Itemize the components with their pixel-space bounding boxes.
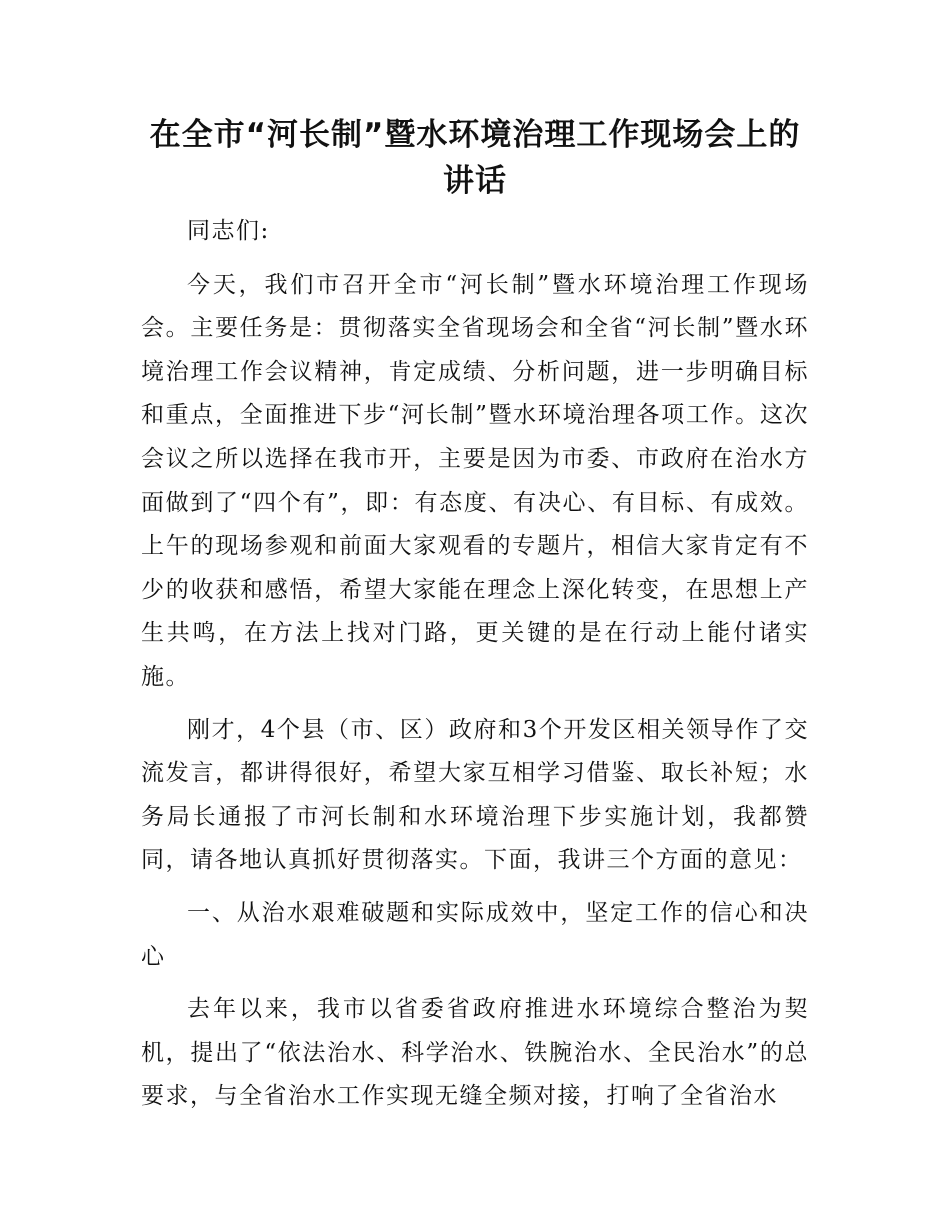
salutation: 同志们: [187,218,270,244]
paragraph-exchange: 刚才，4个县（市、区）政府和3个开发区相关领导作了交流发言，都讲得很好，希望大家互相学习借鉴、取长补短；水务局长通报了市河长制和水环境治理下步实施计划，我都赞同，请各地认真抓好贯彻落实。下面，我讲三个方面的意见： [141,716,809,874]
paragraph-opening: 今天，我们市召开全市“河长制”暨水环境治理工作现场会。主要任务是：贯彻落实全省现场会和全省“河长制”暨水环境治理工作会议精神，肯定成绩、分析问题，进一步明确目标和重点，全面推进下步“河长制”暨水环境治理各项工作。这次会议之所以选择在我市开，主要是因为市委、市政府在治水方面做到了“四个有”，即：有态度、有决心、有目标、有成效。上午的现场参观和前面大家观看的专题片，相信大家肯定有不少的收获和感悟，希望大家能在理念上深化转变，在思想上产生共鸣，在方法上找对门路，更关键的是在行动上能付诸实施。 [141,271,809,690]
document-title: 在全市“河长制”暨水环境治理工作现场会上的讲话 [149,117,801,199]
paragraph-since-last-year: 去年以来，我市以省委省政府推进水环境综合整治为契机，提出了“依法治水、科学治水、铁腕治水、全民治水”的总要求，与全省治水工作实现无缝全频对接，打响了全省治水 [141,996,809,1110]
section-heading-one: 一、从治水艰难破题和实际成效中，坚定工作的信心和决心 [141,899,809,970]
document-page [141,112,809,1119]
